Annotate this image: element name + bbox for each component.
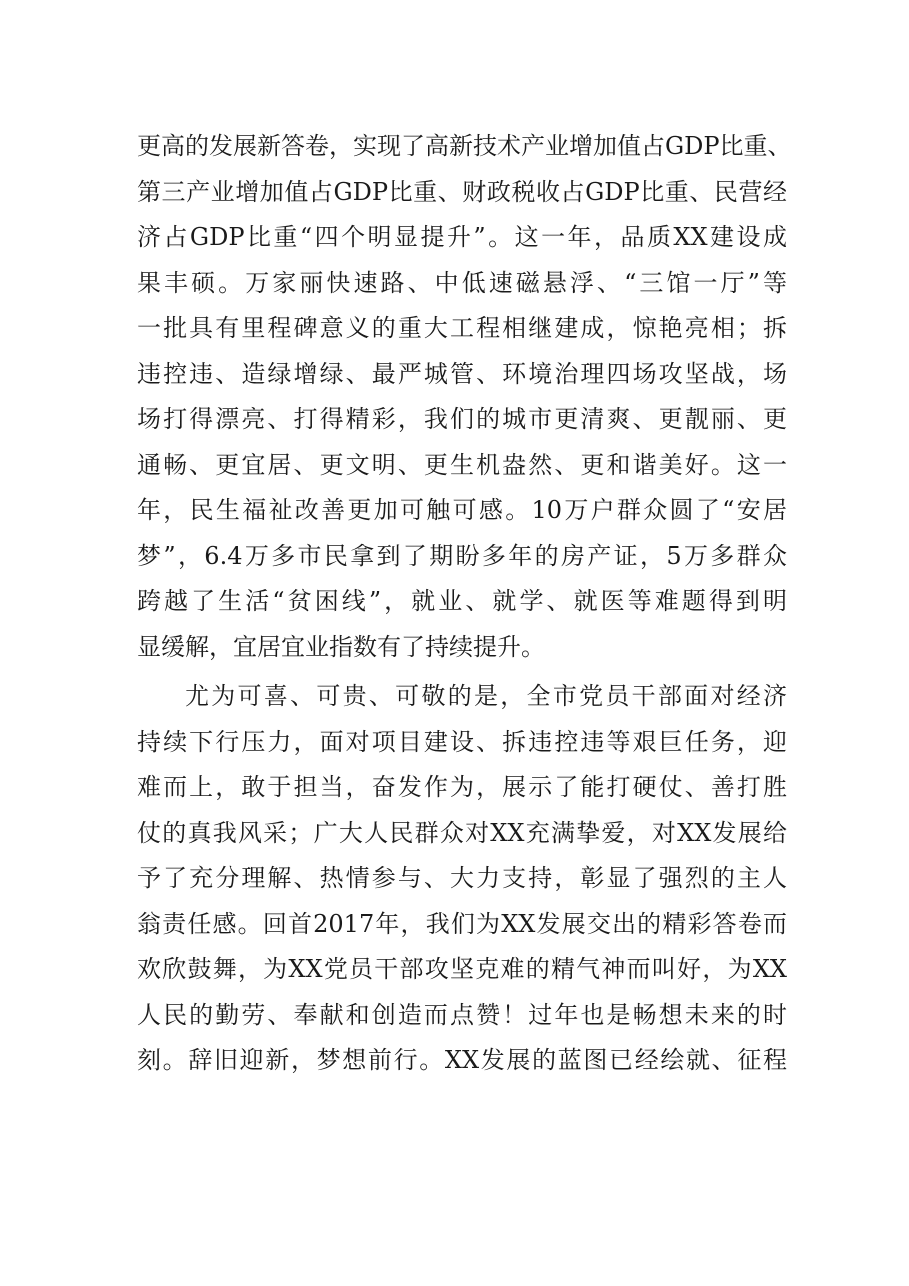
paragraph-line: 果丰硕。万家丽快速路、中低速磁悬浮、“三馆一厅”等: [137, 268, 787, 297]
paragraph-2: [137, 674, 787, 1084]
paragraph-line: 更高的发展新答卷，实现了高新技术产业增加值占GDP比重、: [137, 132, 792, 160]
paragraph-line: 翁责任感。回首2017年，我们为XX发展交出的精彩答卷而: [137, 909, 787, 938]
paragraph-line: 刻。辞旧迎新，梦想前行。XX发展的蓝图已经绘就、征程: [137, 1046, 787, 1074]
paragraph-line: 人民的勤劳、奉献和创造而点赞！过年也是畅想未来的时: [137, 1000, 787, 1029]
paragraph-line: 显缓解，宜居宜业指数有了持续提升。: [137, 632, 545, 661]
paragraph-line: 跨越了生活“贫困线”，就业、就学、就医等难题得到明: [137, 587, 787, 615]
document-body: [137, 124, 792, 1084]
paragraph-line: 年，民生福祉改善更加可触可感。10万户群众圆了“安居: [137, 496, 787, 524]
paragraph-line: 通畅、更宜居、更文明、更生机盎然、更和谐美好。这一: [137, 450, 787, 479]
paragraph-line: 济占GDP比重“四个明显提升”。这一年，品质XX建设成: [137, 223, 787, 251]
paragraph-line: 梦”，6.4万多市民拿到了期盼多年的房产证，5万多群众: [137, 541, 787, 570]
paragraph-line: 第三产业增加值占GDP比重、财政税收占GDP比重、民营经: [137, 177, 787, 206]
paragraph-line: 持续下行压力，面对项目建设、拆违控违等艰巨任务，迎: [137, 727, 787, 756]
paragraph-line: 难而上，敢于担当，奋发作为，展示了能打硬仗、善打胜: [137, 773, 787, 801]
paragraph-line: 欢欣鼓舞，为XX党员干部攻坚克难的精气神而叫好，为XX: [137, 955, 787, 983]
paragraph-line: 仗的真我风采；广大人民群众对XX充满挚爱，对XX发展给: [137, 818, 787, 847]
paragraph-line: 予了充分理解、热情参与、大力支持，彰显了强烈的主人: [137, 864, 787, 892]
paragraph-line: 违控违、造绿增绿、最严城管、环境治理四场攻坚战，场: [137, 359, 787, 388]
paragraph-line: 尤为可喜、可贵、可敬的是，全市党员干部面对经济: [185, 682, 787, 710]
paragraph-line: 一批具有里程碑意义的重大工程相继建成，惊艳亮相；拆: [137, 314, 787, 342]
paragraph-1: [137, 124, 792, 670]
paragraph-line: 场打得漂亮、打得精彩，我们的城市更清爽、更靓丽、更: [137, 405, 787, 433]
